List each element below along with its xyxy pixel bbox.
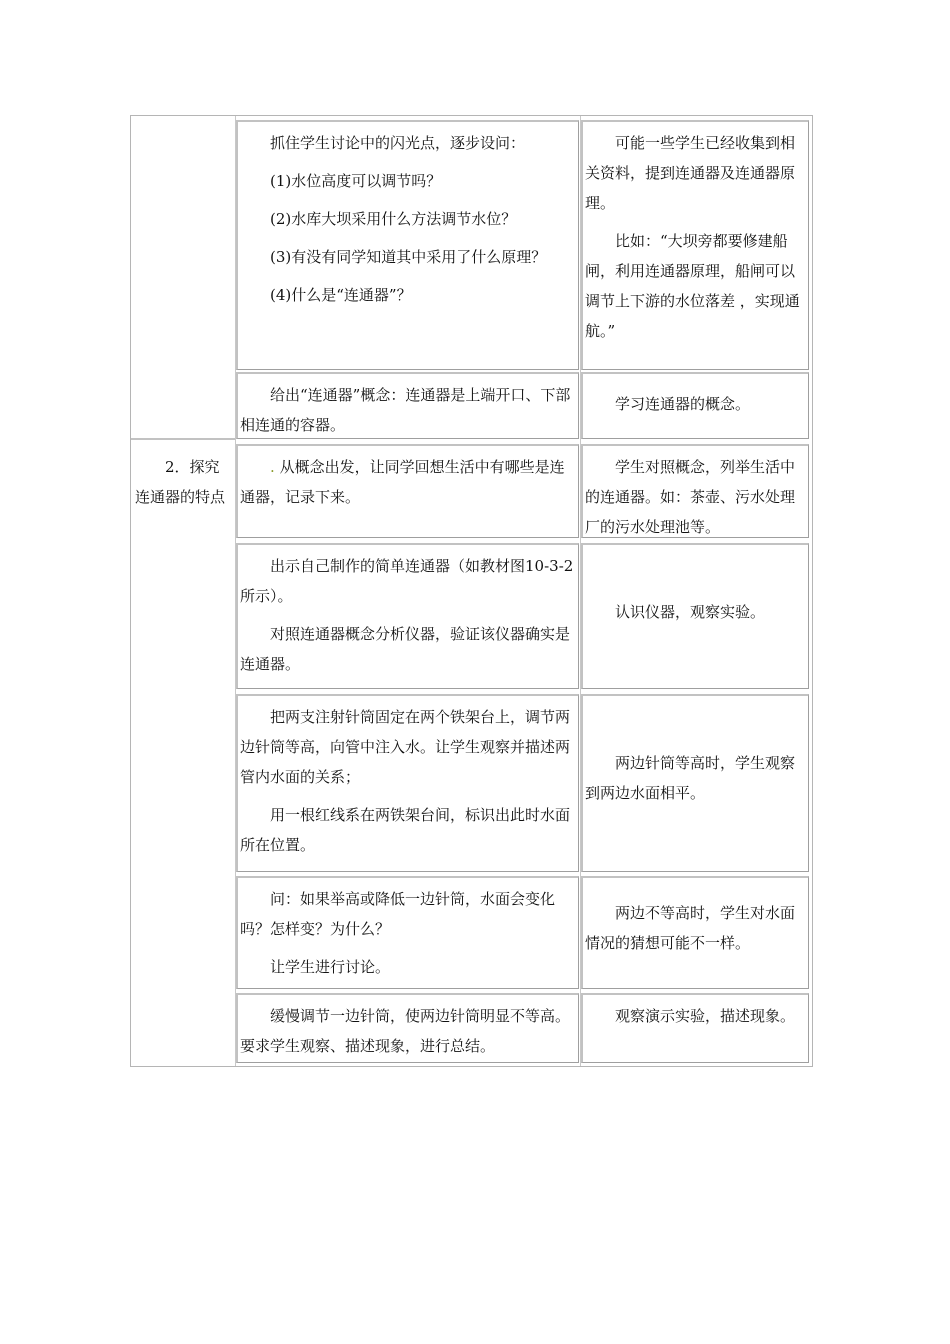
teacher-text: 出示自己制作的简单连通器（如教材图10-3-2 所示）。: [240, 557, 574, 605]
teacher-text: 把两支注射针筒固定在两个铁架台上，调节两边针筒等高，向管中注入水。让学生观察并描述两管内水面的关系；: [240, 708, 571, 786]
teacher-text: 缓慢调节一边针筒，使两边针筒明显不等高。要求学生观察、描述现象，进行总结。: [240, 1007, 571, 1055]
teacher-cell: [236, 993, 579, 1063]
student-cell: [581, 444, 809, 538]
teacher-text: 对照连通器概念分析仪器，验证该仪器确实是连通器。: [240, 625, 571, 673]
student-cell: [581, 993, 809, 1063]
teacher-cell: [236, 444, 579, 538]
teacher-cell: [236, 694, 579, 872]
student-cell: [581, 372, 809, 439]
student-text: 认识仪器，观察实验。: [615, 603, 766, 621]
student-text: 可能一些学生已经收集到相关资料，提到连通器及连通器原理。: [585, 134, 796, 212]
student-text: 学生对照概念，列举生活中的连通器。如：茶壶、污水处理厂的污水处理池等。: [585, 458, 796, 536]
student-text: 比如：“大坝旁都要修建船闸，利用连通器原理，船闸可以调节上下游的水位落差 ，实现通航。”: [585, 232, 800, 340]
student-cell: [581, 120, 809, 370]
teacher-text: 用一根红线系在两铁架台间，标识出此时水面所在位置。: [240, 806, 571, 854]
teacher-text: 给出“连通器”概念：连通器是上端开口、下部相连通的容器。: [240, 386, 571, 434]
teacher-text: (1)水位高度可以调节吗？: [270, 172, 442, 190]
teacher-cell: [236, 876, 579, 989]
teacher-cell: [236, 372, 579, 439]
teacher-cell: [236, 543, 579, 689]
student-text: 学习连通器的概念。: [615, 395, 751, 413]
student-text: 观察演示实验，描述现象。: [615, 1007, 796, 1025]
section-label: 2．探究连通器的特点: [135, 458, 226, 506]
teacher-text: 抓住学生讨论中的闪光点，逐步设问：: [270, 134, 526, 152]
teacher-text: (2)水库大坝采用什么方法调节水位？: [270, 210, 517, 228]
row-divider: [131, 438, 235, 440]
student-text: 两边不等高时，学生对水面情况的猜想可能不一样。: [585, 904, 796, 952]
teacher-cell: [236, 120, 579, 370]
teacher-text: . 从概念出发，让同学回想生活中有哪些是连通器，记录下来。: [240, 458, 565, 506]
teacher-text: (4)什么是“连通器”？: [270, 286, 412, 304]
student-cell: [581, 876, 809, 989]
student-cell: [581, 543, 809, 689]
teacher-text: (3)有没有同学知道其中采用了什么原理？: [270, 248, 547, 266]
student-text: 两边针筒等高时，学生观察到两边水面相平。: [585, 754, 796, 802]
student-cell: [581, 694, 809, 872]
teacher-text: 让学生进行讨论。: [270, 958, 391, 976]
teacher-text: 问：如果举高或降低一边针筒，水面会变化吗？怎样变？为什么？: [240, 890, 556, 938]
lesson-table: [130, 115, 813, 1067]
list-marker: .: [270, 458, 275, 476]
